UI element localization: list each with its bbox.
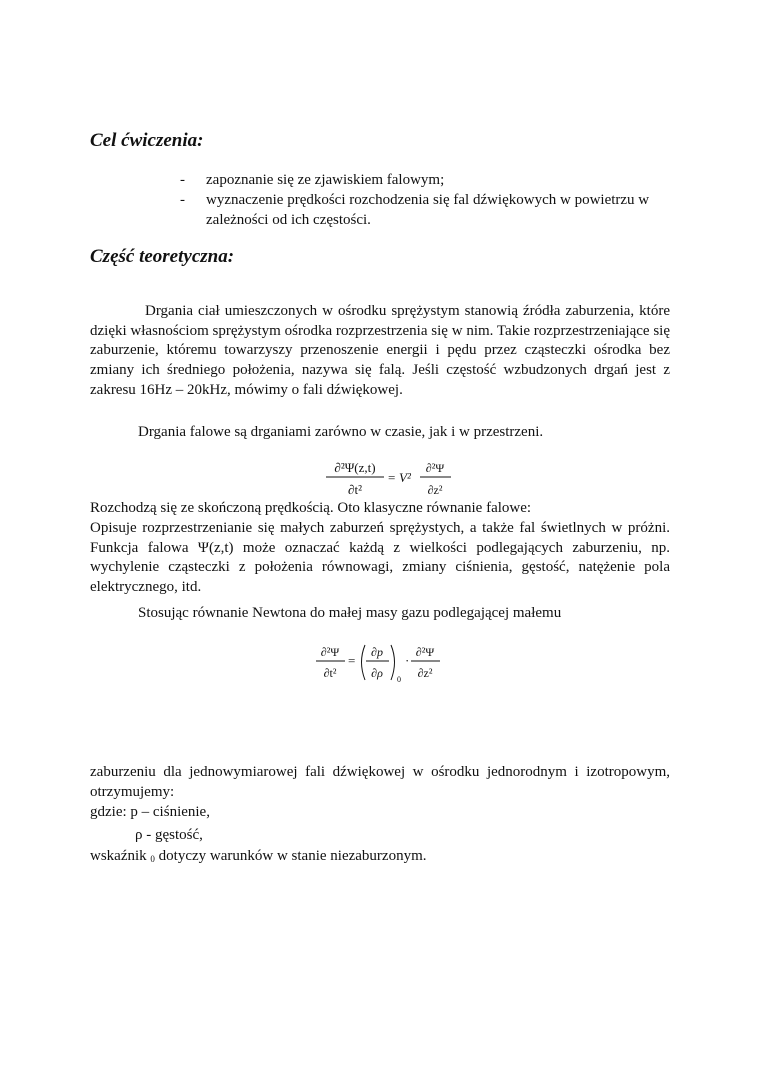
eq2-mid-numerator: ∂p xyxy=(371,645,383,659)
heading-theory: Część teoretyczna: xyxy=(90,246,235,267)
goal-item xyxy=(180,190,680,230)
wave-equation xyxy=(323,456,463,500)
eq1-coefficient: V² xyxy=(399,470,411,485)
eq1-lhs-denominator: ∂t² xyxy=(348,482,362,497)
list-marker: - xyxy=(180,172,185,188)
heading-goal: Cel ćwiczenia: xyxy=(90,130,204,151)
eq2-equals: = xyxy=(348,653,356,668)
goals-list xyxy=(180,170,680,230)
paragraph-5: Stosując równanie Newtona do małej masy gazu podlegającej małemu xyxy=(138,605,562,621)
eq1-rhs-numerator: ∂²Ψ xyxy=(425,461,445,475)
index-subscript: 0 xyxy=(150,854,155,864)
index-text-end: dotyczy warunków w stanie niezaburzonym. xyxy=(158,848,427,864)
eq1-lhs-numerator: ∂²Ψ(z,t) xyxy=(334,460,376,475)
eq2-lhs-numerator: ∂²Ψ xyxy=(320,645,340,659)
right-paren-icon xyxy=(391,645,395,680)
goal-text: wyznaczenie prędkości rozchodzenia się fal dźwiękowych w powietrzu w zależności od ich częstości. xyxy=(206,192,650,228)
eq2-dot: · xyxy=(405,653,410,668)
list-marker: - xyxy=(180,192,185,208)
paragraph-6: zaburzeniu dla jednowymiarowej fali dźwiękowej w ośrodku jednorodnym i izotropowym, otrzymujemy: xyxy=(90,764,670,800)
goal-text: zapoznanie się ze zjawiskiem falowym; xyxy=(206,172,445,188)
paragraph-2: Drgania falowe są drganiami zarówno w czasie, jak i w przestrzeni. xyxy=(138,424,544,440)
index-text-start: wskaźnik xyxy=(90,848,147,864)
paragraph-4: Opisuje rozprzestrzenianie się małych zaburzeń sprężystych, a także fal świetlnych w próżni. Funkcja falowa Ψ(z,t) może oznaczać każdą z wielkości podlegających zaburzeniu, np. wychylenie cząsteczki z położenia równowagi, zmiany ciśnienia, gęstość, natężenie pola elektrycznego, itd. xyxy=(90,520,670,596)
paragraph-3: Rozchodzą się ze skończoną prędkością. Oto klasyczne równanie falowe: xyxy=(90,500,532,516)
eq2-lhs-denominator: ∂t² xyxy=(323,666,337,680)
eq2-mid-denominator: ∂ρ xyxy=(371,666,383,680)
eq1-rhs-denominator: ∂z² xyxy=(427,483,443,497)
eq2-rhs-denominator: ∂z² xyxy=(417,666,433,680)
definition-density: ρ - gęstość, xyxy=(135,827,203,843)
newton-equation xyxy=(313,640,443,686)
eq1-equals: = xyxy=(388,470,396,485)
definition-index xyxy=(90,847,427,870)
left-paren-icon xyxy=(362,645,366,680)
goal-item xyxy=(180,170,680,190)
paragraph-1: Drgania ciał umieszczonych w ośrodku sprężystym stanowią źródła zaburzenia, które dzięki własnościom sprężystym ośrodka rozprzestrzenia się w nim. Takie rozprzestrzeniające się zaburzenie, któremu towarzyszy przenoszenie energii i pędu przez cząsteczki ośrodka bez zmiany ich średniego położenia, nazywa się falą. Jeśli częstość wzbudzonych drgań jest z zakresu 16Hz – 20kHz, mówimy o fali dźwiękowej. xyxy=(90,303,670,398)
eq2-rhs-numerator: ∂²Ψ xyxy=(415,645,435,659)
eq2-subscript: 0 xyxy=(397,675,401,684)
definition-pressure: gdzie: p – ciśnienie, xyxy=(90,804,210,820)
